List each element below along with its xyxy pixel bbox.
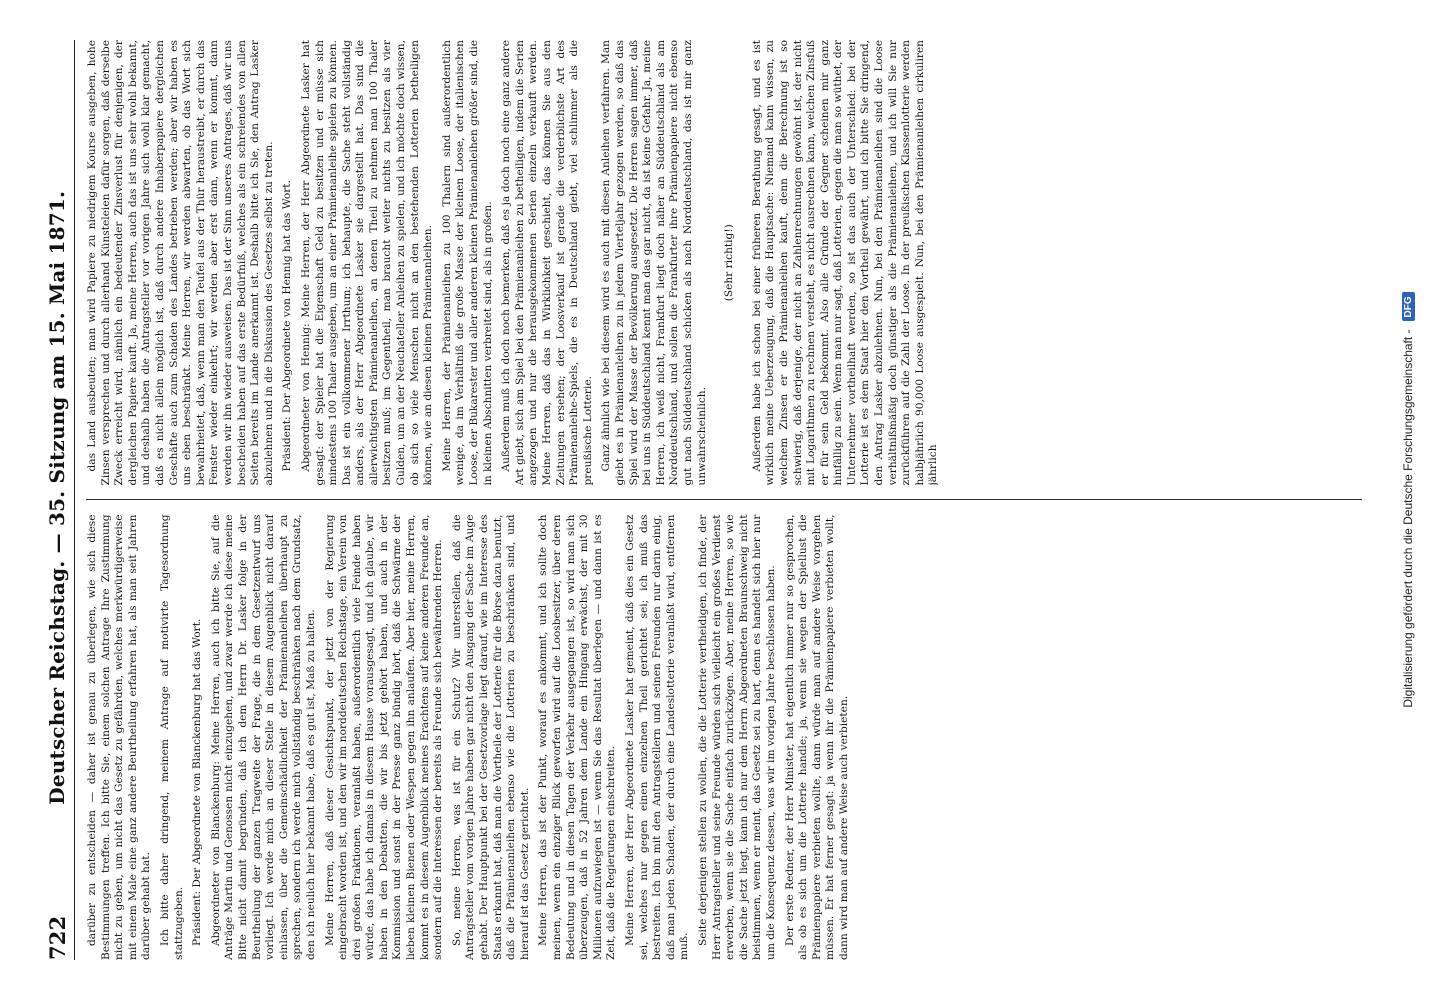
paragraph: darüber zu entscheiden — daher ist genau zu überlegen, wie sich diese Bestimmungen treffen. Ich bitte Sie, einem solchen Antrage Ihre Zustimmung nicht zu geben, um nicht das Gesetz zu gefährden, welches merkwürdigerweise mit einem Male eine ganz andere Beurtheilung erfahren hat, als man seit Jahren darüber gehabt hat. bbox=[86, 514, 153, 960]
paragraph: Der erste Redner, der Herr Minister, hat eigentlich immer nur so gesprochen, als ob es sich um die Lotterie handle; ja, wenn sie wegen der Spiellust die Prämienpapiere verbieten wollte, dann würde man auf andere Weise vorgehen müssen. Er hat ferner gesagt: ja wenn ihr die Prämienpapiere verbieten wollt, dann wird man auf andere Weise auch verbieten. bbox=[783, 514, 850, 960]
page-number: 722 bbox=[44, 915, 70, 960]
dfg-logo: DFG bbox=[1402, 292, 1415, 321]
paragraph: Meine Herren, der Prämienanleihen zu 100 Thalern sind außerordentlich wenige, da im Verhältniß die große Masse der kleinen Loose, der italienischen Loose, der Bukarester und aller anderen kleinen Prämienanleihen größer sind, die in kleinen Abschnitten verbreitet sind, als in großen. bbox=[440, 40, 494, 486]
page-header bbox=[40, 40, 75, 960]
paragraph: Außerdem muß ich doch noch bemerken, daß es ja doch noch eine ganz andere Art giebt, sich am Spiel bei den Prämienanleihen zu betheiligen, indem die Serien angezogen und nur die herausgekommenen Serien einzeln verkauft werden. Meine Herren, daß das in Wirklichkeit geschieht, das können Sie aus den Zeitungen ersehen; der Loosverkauf ist gerade die verderblichste Art des Prämienanleihe-Spiels, die es in Deutschland giebt, viel schlimmer als die preußische Lotterie. bbox=[500, 40, 594, 486]
speaker-paragraph: Präsident: Der Abgeordnete von Blanckenburg hat das Wort. bbox=[191, 618, 204, 946]
column-right bbox=[86, 40, 1362, 486]
digitization-credit bbox=[1398, 0, 1418, 1000]
paragraph: Ganz ähnlich wie bei diesem wird es auch mit diesen Anleihen verfahren. Man giebt es in Prämienanleihen zu in jedem Vierteljahr gezogen werden, so daß das Spiel wird der Masse der Bevölkerung ausgesetzt. Die Herren sagen immer, daß bei uns in Süddeutschland kennt man das gar nicht, da ist keine Gefahr. Ja, meine Herren, ich weiß nicht, Frankfurt liegt doch näher an Süddeutschland als am Norddeutschland, und sollen die Frankfurter ihre Prämienpapiere nicht ebenso gut nach Süddeutschland schicken als nach Norddeutschland, das ist mir ganz unwahrscheinlich. bbox=[600, 40, 708, 486]
speaker-paragraph: Präsident: Der Abgeordnete von Hennig hat das Wort. bbox=[281, 180, 294, 472]
paragraph: Meine Herren, daß dieser Gesichtspunkt, der jetzt von der Regierung eingebracht worden ist, und den wir im norddeutschen Reichstage, ein Verein von drei großen Fraktionen, veranlaßt haben, außerordentlich viele Feinde haben würde, das habe ich damals in diesem Hause vorausgesagt, und ich glaube, wir haben in den Debatten, die wir bis jetzt gehört haben, und auch in der Kommission und sonst in der Presse ganz bündig hört, daß die Schwärme der lieben kleinen Bienen oder Wespen gegen ihn anlaufen. Aber hier, meine Herren, kommt es in diesem Augenblick meines Erachtens auf keine anderen Freunde an, sondern auf die Interessen der bereits als Freunde sich bewährenden Herren. bbox=[323, 514, 445, 960]
credit-text: Digitalisierung gefördert durch die Deutsche Forschungsgemeinschaft - bbox=[1401, 329, 1415, 708]
paragraph: Meine Herren, der Herr Abgeordnete Lasker hat gemeint, daß dies ein Gesetz sei, welches nur gegen einen einzelnen Theil gerichtet sei; ich muß das bestreiten. Ich bin mit den Antragstellern und seinen Freunden nur darin einig, daß man jeden Schaden, der durch eine Landeslotterie veranlaßt wird, entfernen muß. bbox=[623, 514, 691, 960]
paragraph: Ich bitte daher dringend, meinem Antrage auf motivirte Tagesordnung stattzugeben. bbox=[158, 514, 185, 960]
text-columns bbox=[86, 40, 1362, 960]
page-title: Deutscher Reichstag. — 35. Sitzung am 15. Mai 1871. bbox=[45, 190, 69, 805]
paragraph: Seite derjenigen stellen zu wollen, die die Lotterie vertheidigen, ich finde, der Herr Antragsteller und seine Freunde würden sich vielleicht ein großes Verdienst erwerben, wenn sie die Sache einfach zurückzögen. Aber, meine Herren, so wie die Sache jetzt liegt, kann ich nur dem Herrn Abgeordneten Braunschweig nicht beistimmen, wenn er meint, das Gesetz sei zu hart, denn es handelt sich hier nur um die Konsequenz dessen, was wir im vorigen Jahre beschlossen haben. bbox=[696, 514, 777, 960]
paragraph: So, meine Herren, was ist für ein Schutz? Wir unterstellen, daß die Antragsteller vom vorigen Jahre haben gar nicht den Ausgang der Sache im Auge gehabt. Der Hauptpunkt bei der Gesetzvorlage liegt darauf, wie im Interesse des Staats erkannt hat, daß man die Vortheile der Lotterie für die Börse dazu benutzt, daß die Prämienanleihen ebenso wie die Lotterien zu beschränken sind, und hierauf ist das Gesetz gerichtet. bbox=[450, 514, 531, 960]
paragraph: Abgeordneter von Hennig: Meine Herren, der Herr Abgeordnete Lasker hat gesagt: der Spieler hat die Eigenschaft Geld zu besitzen und er müsse sich mindestens 100 Thaler ausgeben, um an einer Prämienanleihe spielen zu können. Das ist ein vollkommener Irrthum; ich behaupte, die Sache steht vollständig anders, als der Herr Abgeordnete Lasker sie dargestellt hat. Das sind die allerwichtigsten Prämienanleihen, an denen Theil zu nehmen man 100 Thaler besitzen muß; im Gegentheil, man braucht weiter nichts zu besitzen als vier Gulden, um an der Neuchateller Anleihen zu spielen, und ich möchte doch wissen, ob sich so viele Menschen nicht an den bestehenden Lotterien betheiligen können, wie an diesen kleinen Prämienanleihen. bbox=[299, 40, 435, 486]
column-left bbox=[86, 515, 1362, 961]
paragraph: Abgeordneter von Blanckenburg: Meine Herren, auch ich bitte Sie, auf die Anträge Martin und Genossen nicht einzugehen, und zwar werde ich diese meine Bitte nicht damit begründen, daß ich dem Herrn Dr. Lasker folge in der Beurtheilung der ganzen Tragweite der Frage, die in dem Gesetzentwurf uns vorliegt. Ich werde mich an dieser Stelle in diesem Augenblick nicht darauf einlassen, über die Gemeinschädlichkeit der Prämienanleihen überhaupt zu sprechen, sondern ich werde mich vollständig beschränken nach dem Grundsatz, den ich neulich hier bekannt habe, daß es gut ist, Maß zu halten. bbox=[209, 514, 317, 960]
paragraph: Außerdem habe ich schon bei einer früheren Berathung gesagt, und es ist wirklich meine Ueberzeugung, daß die Hauptsache: Niemand kann wissen, zu welchem Zinsen er die Prämienanleihen kauft, denn die Berechnung ist so schwierig, daß derjenige, der nicht an Zahlenrechnungen gewöhnt ist, der nicht mit Logarithmen zu rechnen versteht, es nicht ausrechnen kann, welchen Zinsfuß er für sein Geld bekommt. Also alle Gründe der Gegner scheinen mir ganz hinfällig zu sein. Wenn man nur sagt, daß Lotterien, gegen die man so wüthet, der Unternehmer vortheilhaft werden, so ist das auch der Unterschied: bei der Lotterie ist es dem Staat hier den Vortheil gewährt, und ich bitte Sie dringend, den Antrag Lasker abzulehnen. Nun, bei den Prämienanleihen sind die Loose verhältnißmäßig doch günstiger als die Prämienanleihen, und ich will Sie nur zurückführen auf die Zahl der Loose. In der preußischen Klassenlotterie werden halbjährlich 90,000 Loose ausgespielt. Nun, bei den Prämienanleihen cirkuliren jährlich bbox=[750, 40, 940, 486]
paragraph: Meine Herren, das ist der Punkt, worauf es ankommt, und ich sollte doch meinen, wenn ein einziger Blick geworfen wird auf die Loosbesitzer, über deren Bedeutung und in diesen Tagen der Verkehr ausgegangen ist, so wird man sich überzeugen, daß in 52 Jahren dem Lande ein Hingang erwächst, der mit 30 Millionen aufzuwiegen ist — wenn Sie das Resultat überlegen — und dann ist es Zeit, daß die Regierungen einschreiten. bbox=[537, 514, 618, 960]
column-divider bbox=[86, 500, 1362, 501]
paragraph: das Land ausbeuten; man wird Papiere zu niedrigem Kourse ausgeben, hohe Zinsen versprechen und durch allerhand Künsteleien dafür sorgen, daß derselbe Zweck erreicht wird, nämlich ein bedeutender Zinsverlust für denjenigen, der dergleichen Papiere kauft. Ja, meine Herren, auch das ist uns sehr wohl bekannt, und deshalb haben die Antragsteller vor vorigen Jahre sich wohl klar gemacht, daß es nicht allein möglich ist, daß durch andere Inhaberpapiere dergleichen Geschäfte auch zum Schaden des Landes betrieben werden; aber wir haben es uns eben beschränkt. Meine Herren, wir werden abwarten, ob das Wort sich bewahrheitet, daß, wenn man den Teufel aus der Thür heraustreibt, er durch das Fenster wieder einkehrt; wir werden aber erst dann, wenn er kommt, dann werden wir ihn wieder ausweisen. Das ist der Sinn unseres Antrages, daß wir uns bescheiden haben auf das erste Bedürfniß, welches als ein schreiendes von allen Seiten bereits im Lande anerkannt ist. Deshalb bitte ich Sie, den Antrag Lasker abzulehnen und in die Diskussion des Gesetzes selbst zu treten. bbox=[86, 40, 275, 486]
interjection: (Sehr richtig!) bbox=[723, 224, 736, 302]
